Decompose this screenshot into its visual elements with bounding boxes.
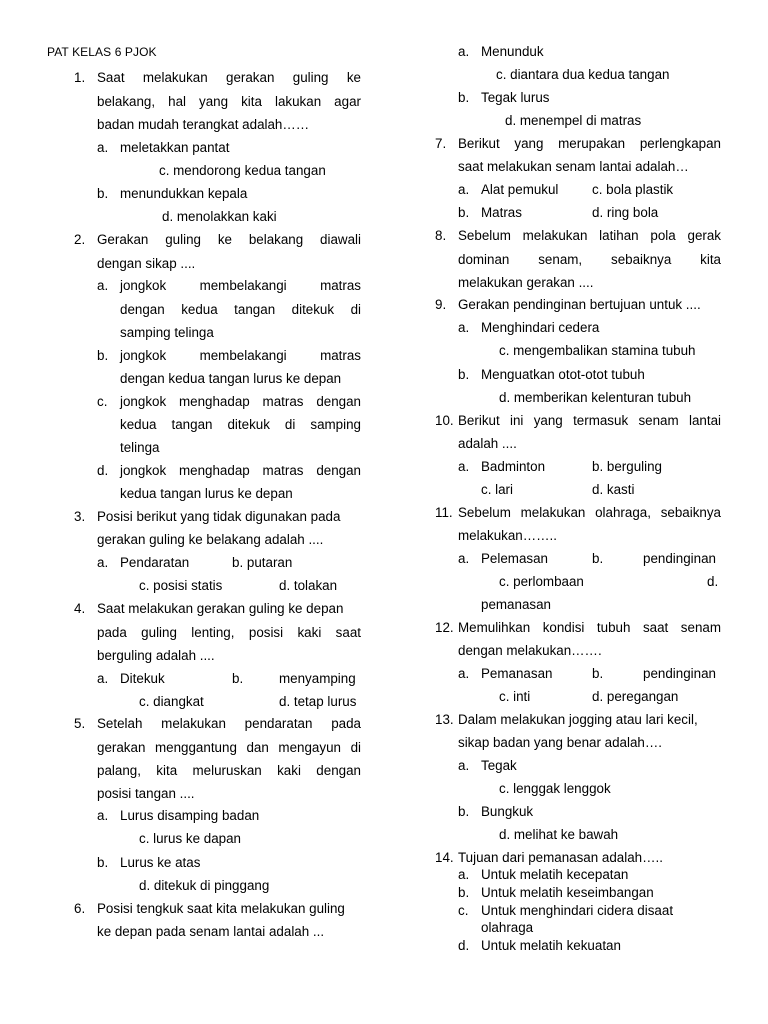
option-d: d. memberikan kelenturan tubuh [499,390,692,405]
option-d: d. peregangan [592,689,679,704]
option-d: d. melihat ke bawah [499,827,619,842]
option-a: Tegak [481,758,517,773]
option-letter: a. [458,551,470,566]
question-text: Berikut ini yang termasuk senam lantai [458,413,721,428]
option-b: menundukkan kepala [120,186,248,201]
option-letter: b. [97,855,109,870]
option-a: Menunduk [481,44,544,59]
option-b: Bungkuk [481,804,534,819]
question-number: 7. [435,136,447,151]
option-b: Untuk melatih keseimbangan [481,885,654,900]
option-letter: b. [97,186,109,201]
option-a: Menghindari cedera [481,320,600,335]
question-text: ke depan pada senam lantai adalah ... [97,924,325,939]
question-text: adalah .... [458,436,517,451]
question-text: dengan melakukan……. [458,643,602,658]
option-d: jongkok menghadap matras dengan [120,463,361,478]
question-text: dengan sikap .... [97,256,196,271]
option-letter: d. [458,938,470,953]
option-c: c. lenggak lenggok [499,781,611,796]
option-c: c. lari [481,482,513,497]
option-b: jongkok membelakangi matras [120,348,361,363]
option-letter: a. [458,182,470,197]
question-text: Posisi tengkuk saat kita melakukan guling [97,901,345,916]
option-a: Alat pemukul [481,182,559,197]
option-letter: b. [458,205,470,220]
option-d: kedua tangan lurus ke depan [120,486,293,501]
question-number: 9. [435,297,447,312]
question-text: gerakan guling ke belakang adalah .... [97,532,324,547]
option-c: kedua tangan ditekuk di samping [120,417,361,432]
option-letter: a. [458,44,470,59]
page-title: PAT KELAS 6 PJOK [47,45,157,59]
option-letter: b. [97,348,109,363]
option-a: jongkok membelakangi matras [120,278,361,293]
question-text: Gerakan pendinginan bertujuan untuk .... [458,297,701,312]
option-c: Untuk menghindari cidera disaat [481,903,674,918]
option-letter: b. [592,666,604,681]
option-letter: a. [97,278,109,293]
option-c: c. mendorong kedua tangan [159,163,326,178]
question-number: 14. [435,850,454,865]
option-letter: a. [458,666,470,681]
question-number: 1. [74,70,86,85]
option-a: Lurus disamping badan [120,808,260,823]
question-text: Posisi berikut yang tidak digunakan pada [97,509,341,524]
question-number: 12. [435,620,454,635]
question-number: 3. [74,509,86,524]
question-text: Berikut yang merupakan perlengkapan [458,136,721,151]
option-a: samping telinga [120,325,214,340]
option-letter: a. [458,867,470,882]
option-b: dengan kedua tangan lurus ke depan [120,371,342,386]
option-b: menyamping [279,671,356,686]
question-text: Saat melakukan gerakan guling ke [97,70,361,85]
option-b: Menguatkan otot-otot tubuh [481,367,645,382]
question-text: saat melakukan senam lantai adalah… [458,159,689,174]
option-d: pemanasan [481,597,551,612]
question-text: Gerakan guling ke belakang diawali [97,232,361,247]
option-c: c. diangkat [139,694,204,709]
option-letter: a. [97,555,109,570]
question-number: 8. [435,228,447,243]
option-b: Lurus ke atas [120,855,201,870]
option-c: c. perlombaan [499,574,584,589]
question-text: Setelah melakukan pendaratan pada [97,716,361,731]
option-d: d. ditekuk di pinggang [139,878,270,893]
option-b: Tegak lurus [481,90,550,105]
question-text: belakang, hal yang kita lakukan agar [97,94,361,109]
option-a: dengan kedua tangan ditekuk di [120,302,361,317]
option-letter: b. [458,885,470,900]
option-d: Untuk melatih kekuatan [481,938,621,953]
option-a: Badminton [481,459,546,474]
option-letter: d. [707,574,719,589]
option-letter: b. [458,367,470,382]
option-a: meletakkan pantat [120,140,230,155]
question-text: Sebelum melakukan olahraga, sebaiknya [458,505,721,520]
question-number: 13. [435,712,454,727]
option-letter: b. [458,804,470,819]
option-letter: c. [458,903,469,918]
option-letter: a. [458,758,470,773]
option-letter: b. [232,671,244,686]
option-d: d. kasti [592,482,635,497]
question-number: 11. [435,505,453,520]
question-text: dominan senam, sebaiknya kita [458,252,721,267]
option-letter: a. [458,320,470,335]
question-text: Tujuan dari pemanasan adalah….. [458,850,663,865]
option-c: c. bola plastik [592,182,674,197]
option-letter: b. [592,551,604,566]
option-a: Pemanasan [481,666,553,681]
question-number: 2. [74,232,86,247]
question-text: palang, kita meluruskan kaki dengan [97,763,361,778]
question-text: Dalam melakukan jogging atau lari kecil, [458,712,698,727]
option-d: d. menempel di matras [505,113,642,128]
question-text: pada guling lenting, posisi kaki saat [97,625,361,640]
option-c: telinga [120,440,160,455]
option-c: c. lurus ke dapan [139,831,241,846]
option-letter: a. [97,808,109,823]
option-b: b. berguling [592,459,662,474]
option-b: b. putaran [232,555,293,570]
question-text: sikap badan yang benar adalah…. [458,735,662,750]
option-c: olahraga [481,920,534,935]
question-number: 10. [435,413,454,428]
question-text: Saat melakukan gerakan guling ke depan [97,601,344,616]
option-letter: c. [97,394,108,409]
option-a: Untuk melatih kecepatan [481,867,629,882]
question-number: 5. [74,716,86,731]
option-d: d. ring bola [592,205,659,220]
question-text: badan mudah terangkat adalah…… [97,117,310,132]
option-d: d. menolakkan kaki [162,209,277,224]
option-c: c. posisi statis [139,578,223,593]
question-text: berguling adalah .... [97,648,215,663]
option-letter: a. [97,671,109,686]
option-b: Matras [481,205,522,220]
option-letter: a. [458,459,470,474]
option-c: c. diantara dua kedua tangan [496,67,670,82]
option-a: Pelemasan [481,551,548,566]
question-text: Sebelum melakukan latihan pola gerak [458,228,721,243]
question-text: gerakan menggantung dan mengayun di [97,740,361,755]
option-b: pendinginan [643,666,716,681]
question-text: Memulihkan kondisi tubuh saat senam [458,620,721,635]
question-text: melakukan…….. [458,528,557,543]
option-d: d. tolakan [279,578,338,593]
option-a: Ditekuk [120,671,165,686]
option-c: c. mengembalikan stamina tubuh [499,343,696,358]
question-number: 6. [74,901,86,916]
option-b: pendinginan [643,551,716,566]
option-d: d. tetap lurus [279,694,357,709]
question-text: melakukan gerakan .... [458,275,594,290]
question-text: posisi tangan .... [97,786,195,801]
option-c: c. inti [499,689,531,704]
option-c: jongkok menghadap matras dengan [120,394,361,409]
question-number: 4. [74,601,86,616]
option-a: Pendaratan [120,555,190,570]
option-letter: b. [458,90,470,105]
option-letter: a. [97,140,109,155]
option-letter: d. [97,463,109,478]
